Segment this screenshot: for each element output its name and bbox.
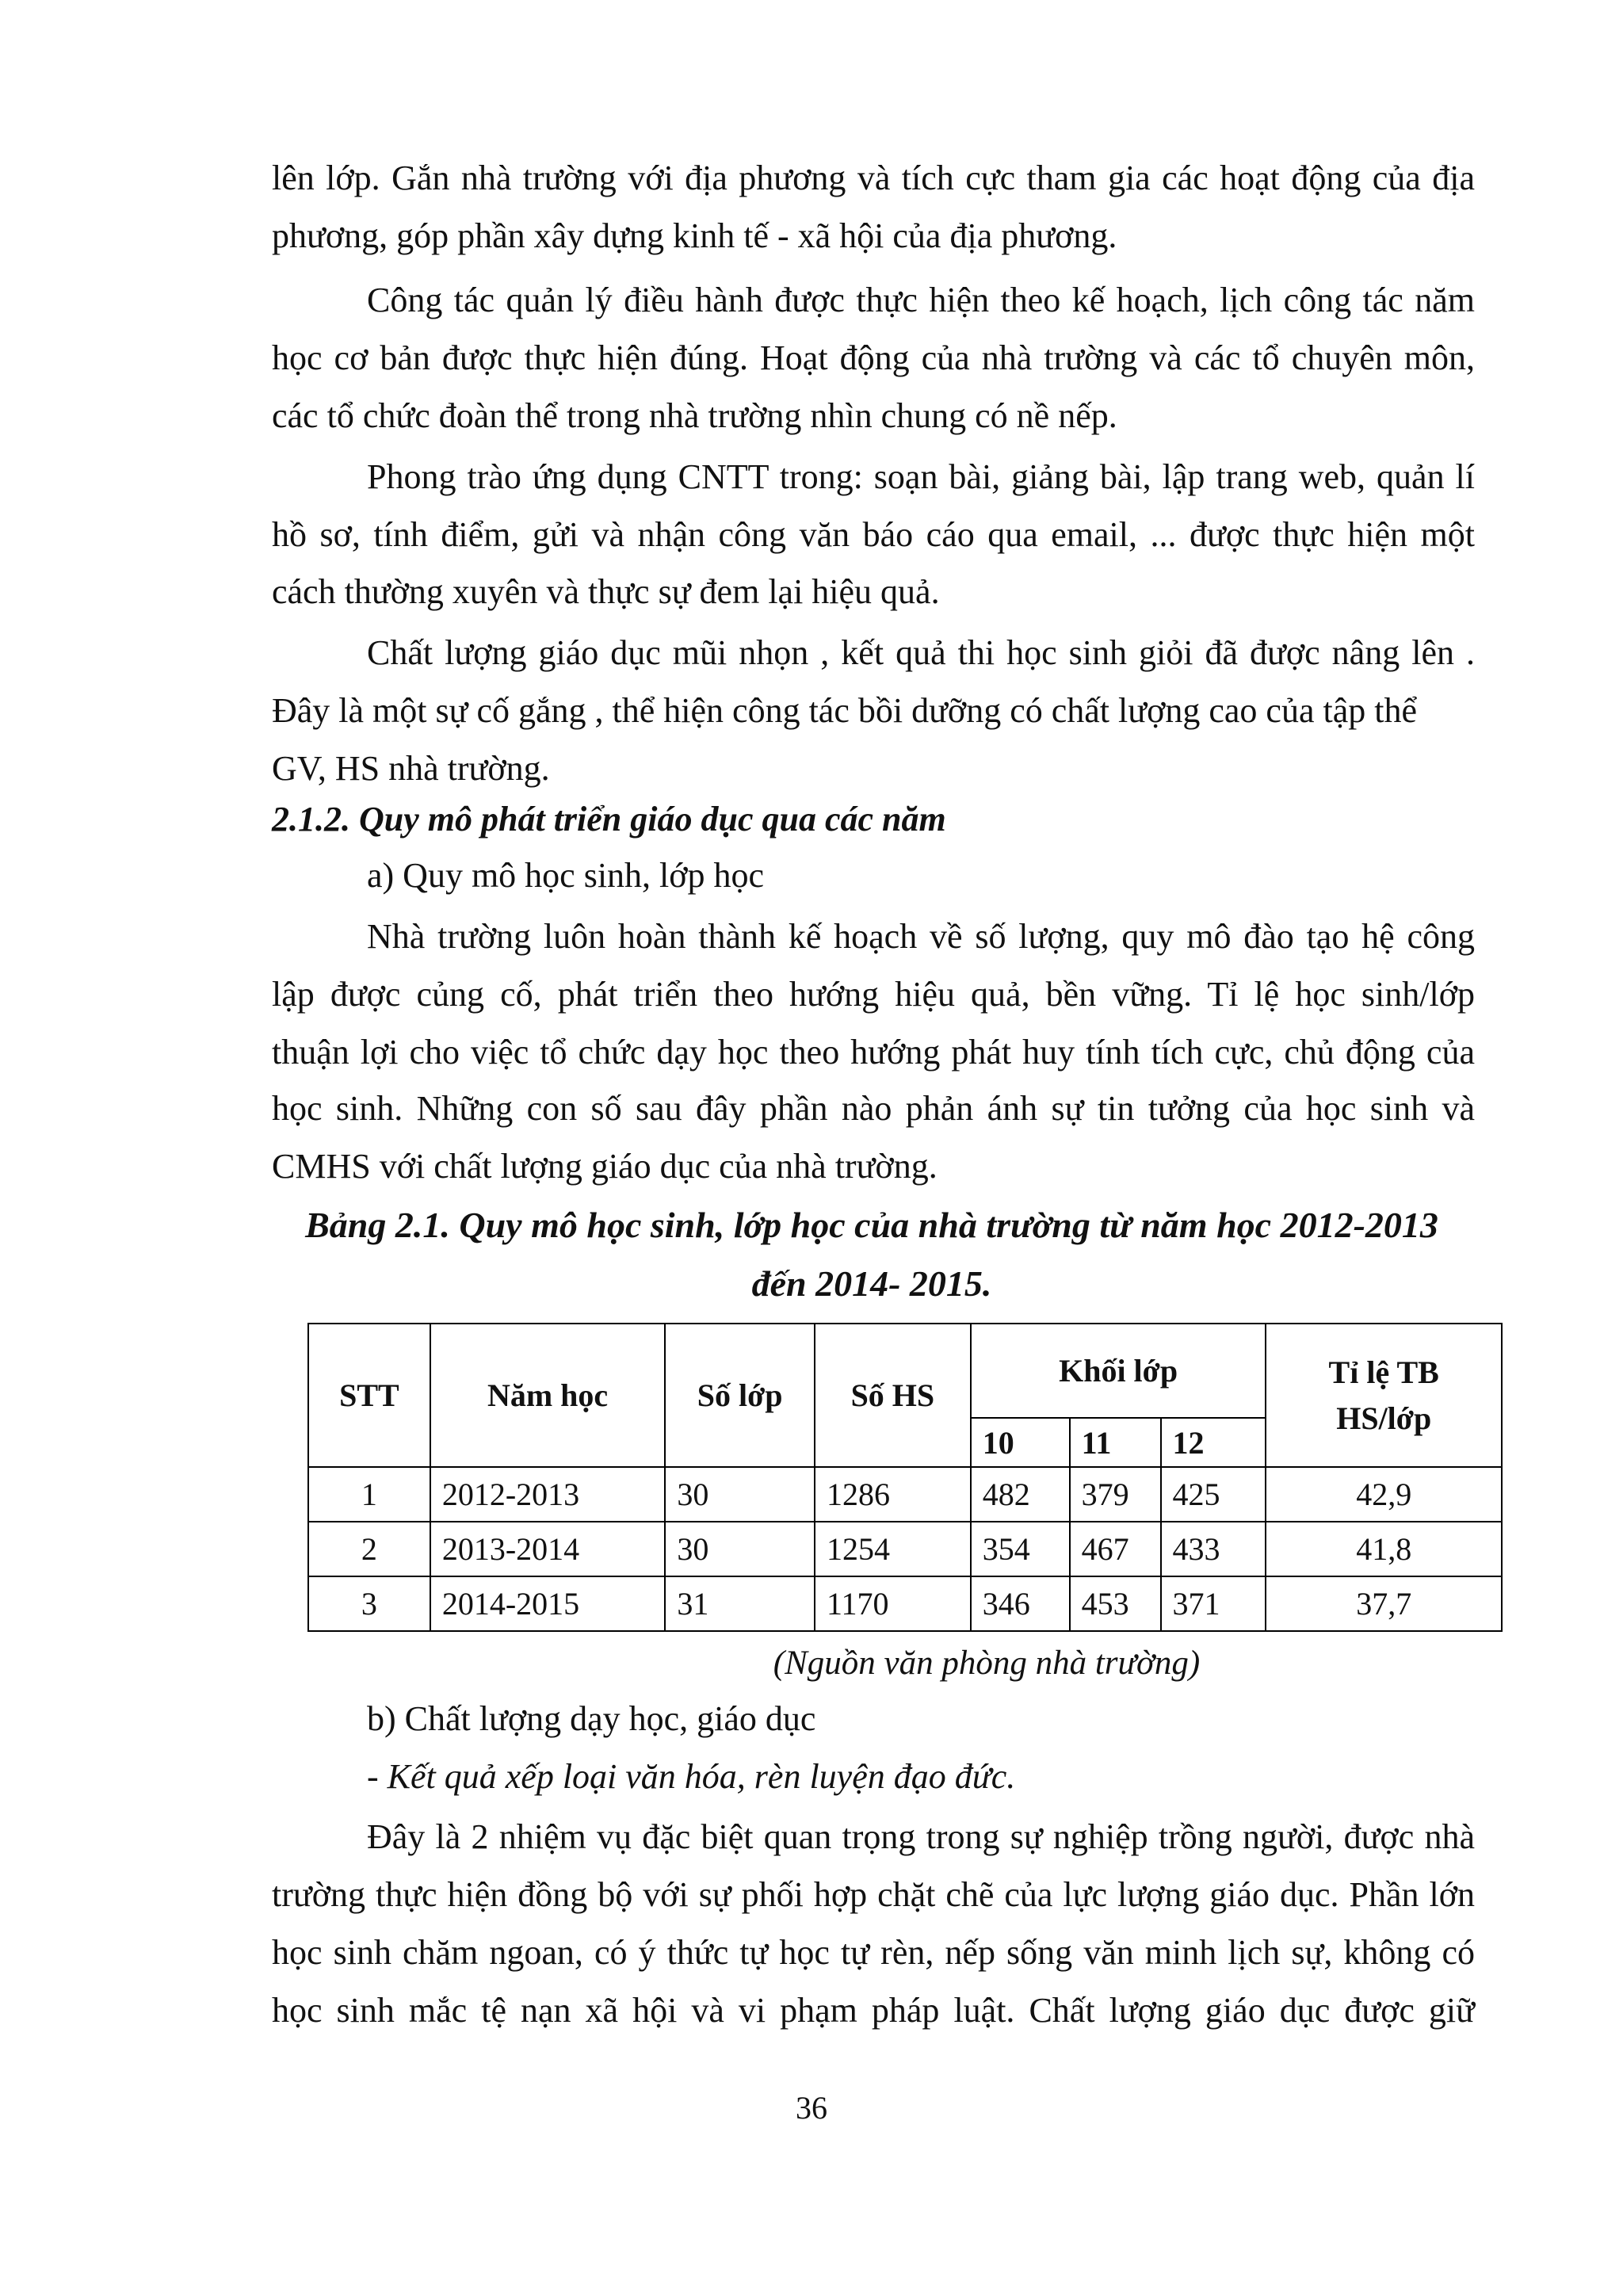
paragraph-line: phương, góp phần xây dựng kinh tế - xã hội của địa phương. — [272, 216, 1117, 255]
cell-so-lop: 30 — [665, 1522, 815, 1576]
header-so-hs: Số HS — [815, 1324, 971, 1467]
paragraph-line: lên lớp. Gắn nhà trường với địa phương và tích cực tham gia các hoạt động của địa — [272, 159, 1475, 197]
cell-khoi-11: 379 — [1070, 1467, 1161, 1522]
cell-so-hs: 1286 — [815, 1467, 971, 1522]
cell-khoi-10: 346 — [971, 1576, 1070, 1631]
header-khoi-10: 10 — [971, 1418, 1070, 1467]
paragraph-line: GV, HS nhà trường. — [272, 749, 550, 788]
header-so-lop: Số lớp — [665, 1324, 815, 1467]
header-khoi-lop: Khối lớp — [971, 1324, 1266, 1418]
table-caption-line2: đến 2014- 2015. — [751, 1263, 992, 1304]
cell-ti-le: 41,8 — [1266, 1522, 1502, 1576]
page-number: 36 — [796, 2090, 827, 2126]
section-heading: 2.1.2. Quy mô phát triển giáo dục qua các năm — [272, 800, 946, 839]
cell-so-hs: 1254 — [815, 1522, 971, 1576]
table-caption-line1: Bảng 2.1. Quy mô học sinh, lớp học của nhà trường từ năm học 2012-2013 — [305, 1205, 1438, 1245]
header-stt: STT — [308, 1324, 430, 1467]
table-row — [308, 1576, 1502, 1631]
cell-khoi-12: 425 — [1161, 1467, 1266, 1522]
header-khoi-11: 11 — [1070, 1418, 1161, 1467]
paragraph-line: Nhà trường luôn hoàn thành kế hoạch về số lượng, quy mô đào tạo hệ công — [367, 917, 1475, 956]
cell-stt: 2 — [308, 1522, 430, 1576]
paragraph-line: hồ sơ, tính điểm, gửi và nhận công văn báo cáo qua email, ... được thực hiện một — [272, 515, 1475, 554]
paragraph-line: thuận lợi cho việc tổ chức dạy học theo hướng phát huy tính tích cực, chủ động của — [272, 1033, 1475, 1072]
cell-so-lop: 30 — [665, 1467, 815, 1522]
student-scale-table — [307, 1323, 1503, 1632]
paragraph-line: các tổ chức đoàn thể trong nhà trường nhìn chung có nề nếp. — [272, 396, 1117, 435]
cell-nam-hoc: 2012-2013 — [430, 1467, 665, 1522]
header-ti-le — [1266, 1324, 1502, 1467]
paragraph-line: học sinh. Những con số sau đây phần nào phản ánh sự tin tưởng của học sinh và — [272, 1089, 1475, 1128]
paragraph-line: lập được củng cố, phát triển theo hướng hiệu quả, bền vững. Tỉ lệ học sinh/lớp — [272, 975, 1475, 1014]
cell-khoi-10: 354 — [971, 1522, 1070, 1576]
cell-nam-hoc: 2013-2014 — [430, 1522, 665, 1576]
paragraph-line: học cơ bản được thực hiện đúng. Hoạt động của nhà trường và các tổ chuyên môn, — [272, 338, 1475, 377]
cell-khoi-12: 433 — [1161, 1522, 1266, 1576]
cell-stt: 3 — [308, 1576, 430, 1631]
paragraph-line: Đây là 2 nhiệm vụ đặc biệt quan trọng trong sự nghiệp trồng người, được nhà — [367, 1817, 1475, 1856]
paragraph-line: Phong trào ứng dụng CNTT trong: soạn bài, giảng bài, lập trang web, quản lí — [367, 457, 1475, 496]
header-ti-le-line1: Tỉ lệ TB — [1328, 1354, 1439, 1390]
paragraph-line: trường thực hiện đồng bộ với sự phối hợp chặt chẽ của lực lượng giáo dục. Phần lớn — [272, 1875, 1475, 1914]
paragraph-line: cách thường xuyên và thực sự đem lại hiệu quả. — [272, 572, 940, 611]
cell-nam-hoc: 2014-2015 — [430, 1576, 665, 1631]
subsection-label: a) Quy mô học sinh, lớp học — [367, 856, 765, 895]
cell-khoi-11: 467 — [1070, 1522, 1161, 1576]
cell-stt: 1 — [308, 1467, 430, 1522]
paragraph-line: CMHS với chất lượng giáo dục của nhà trường. — [272, 1147, 938, 1186]
paragraph-line: học sinh chăm ngoan, có ý thức tự học tự rèn, nếp sống văn minh lịch sự, không có — [272, 1933, 1475, 1972]
paragraph-line: học sinh mắc tệ nạn xã hội và vi phạm pháp luật. Chất lượng giáo dục được giữ — [272, 1991, 1475, 2030]
header-nam-hoc: Năm học — [430, 1324, 665, 1467]
subsection-label: - Kết quả xếp loại văn hóa, rèn luyện đạo đức. — [367, 1757, 1016, 1796]
cell-khoi-10: 482 — [971, 1467, 1070, 1522]
table-source: (Nguồn văn phòng nhà trường) — [773, 1645, 1201, 1682]
cell-khoi-11: 453 — [1070, 1576, 1161, 1631]
header-ti-le-line2: HS/lớp — [1336, 1400, 1432, 1436]
cell-ti-le: 37,7 — [1266, 1576, 1502, 1631]
table-header-row — [308, 1324, 1502, 1418]
subsection-label: b) Chất lượng dạy học, giáo dục — [367, 1699, 816, 1738]
table-row — [308, 1467, 1502, 1522]
paragraph-line: Đây là một sự cố gắng , thể hiện công tác bồi dưỡng có chất lượng cao của tập thể — [272, 691, 1417, 730]
cell-khoi-12: 371 — [1161, 1576, 1266, 1631]
cell-so-lop: 31 — [665, 1576, 815, 1631]
paragraph-line: Công tác quản lý điều hành được thực hiện theo kế hoạch, lịch công tác năm — [367, 281, 1475, 319]
cell-ti-le: 42,9 — [1266, 1467, 1502, 1522]
header-khoi-12: 12 — [1161, 1418, 1266, 1467]
paragraph-line: Chất lượng giáo dục mũi nhọn , kết quả thi học sinh giỏi đã được nâng lên . — [367, 633, 1475, 672]
cell-so-hs: 1170 — [815, 1576, 971, 1631]
table-row — [308, 1522, 1502, 1576]
